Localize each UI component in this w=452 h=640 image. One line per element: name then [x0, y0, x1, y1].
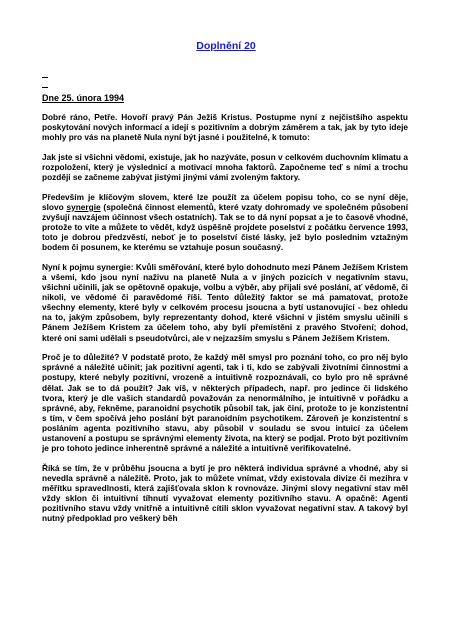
document-body	[42, 112, 408, 533]
underlined-term: synergie	[66, 201, 101, 212]
dash-marker-1	[42, 77, 48, 78]
paragraph-2: Jak jste si všichni vědomi, existuje, jak ho nazýváte, posun v celkovém duchovním klimatu a rozpoložení, který je výslednicí a motivací mnoha faktorů. Započneme teď s ními a trochu později se začneme zabývat jistými jinými vámi zvoleným faktory.	[42, 151, 408, 183]
paragraph-4: Nyní k pojmu synergie: Kvůli směřování, které bylo dohodnuto mezi Pánem Ježíšem Kristem a všemi, kdo jsou nyní naživu na planetě Nula a v jiných pozicích v negativním stavu, všichni učinili, jak se opětovně opakuje, volbu a výběr, aby přijali své poslání, ať vědomě, či nikoli, ve vědomé či paravědomé říši. Tento důležitý faktor se má pamatovat, protože všechny elementy, které byly v celkovém procesu jsoucna a bytí ustanovující - bez ohledu na to, jakým způsobem, byly reprezentanty dohod, které všichni v jistém smyslu učinili s Pánem Ježíšem Kristem za účelem toho, aby byli přemístěni z pravého Stvoření; dohod, které oni sami udělali s pseudotvůrci, ale v nejzazším smyslu s Pánem Ježíšem Kristem.	[42, 261, 408, 343]
dash-marker-2	[42, 87, 48, 88]
paragraph-3: Především je klíčovým slovem, které lze použít za účelem popisu toho, co se nyní děje, slovo synergie (společná činnost elementů, které vzaty dohromady ve společném působení zvyšují navzájem účinnost všech ostatních). Tak se to dá nyní popsat a je to časově vhodné, protože to víte a můžete to vědět, když úspěšně projdete poselství z počátku července 1993, toto je dobrou předzvěstí, neboť je to poselství čisté lásky, jež bylo poslednim vztažným bodem či posunem, ke kterému se vztahuje posun současný.	[42, 191, 409, 253]
paragraph-1: Dobré ráno, Petře. Hovoří pravý Pán Ježiš Kristus. Postupme nyní z nejčistšího aspektu poskytování nových informací a idejí s pozitivním a dobrým záměrem a tak, jak by tyto ideje mohly pro vás na planetě Nula nyní být jasné i použitelné, k tomuto:	[42, 112, 408, 143]
paragraph-5: Proč je to důležité? V podstatě proto, že každý měl smysl pro poznání toho, co pro něj bylo správné a náležité učinit; jak pozitivní agenti, tak i ti, kdo se zabývali životními činnostmi a postupy, které nebyly pozitivní, vrozeně a intuitivně rozpoznávali, co bylo pro ně správné dělat. Jak se to dá použít? Jak víš, v některých případech, např. pro jedince či lidského tvora, který je dle vašich standardů považován za nenormálního, je intuitivně v pořádku a správné, aby, řekněme, paranoidní psychotik působil tak, jak činí, protože to je konzistentní s tím, v čem spočívá jeho poslání být paranoidním psychotikem. Zároveň je konzistentní s posláním agenta pozitivního stavu, aby působil v souladu se svou intuicí za účelem ustanovení a postupu se správnými elementy života, na který se podjal. Proto být pozitivním je pro tohoto jedince inherentně správné a náležité a intuitivně verifikovatelné.	[42, 352, 408, 454]
page-title: Doplnění 20	[196, 40, 256, 52]
message-date: Dne 25. února 1994	[42, 93, 125, 103]
paragraph-6: Říká se tím, že v průběhu jsoucna a bytí je pro některá individua správné a vhodné, aby si nevedla správně a náležitě. Proto, jak to můžete vnímat, vždy existovala divize či mezihra v měřítku spravedlnosti, která zajišťovala sklon k rovnováze. Jinými slovy negativní stav měl vždy sklon či intuitivní tíhnutí vyvažovat elementy pozitivního stavu. A opačně: Agenti pozitivního stavu vždy vnitřně a intuitivně cítili sklon vyvažovat negativní stav. A takový byl nutný předpoklad pro veškerý běh	[42, 462, 408, 524]
